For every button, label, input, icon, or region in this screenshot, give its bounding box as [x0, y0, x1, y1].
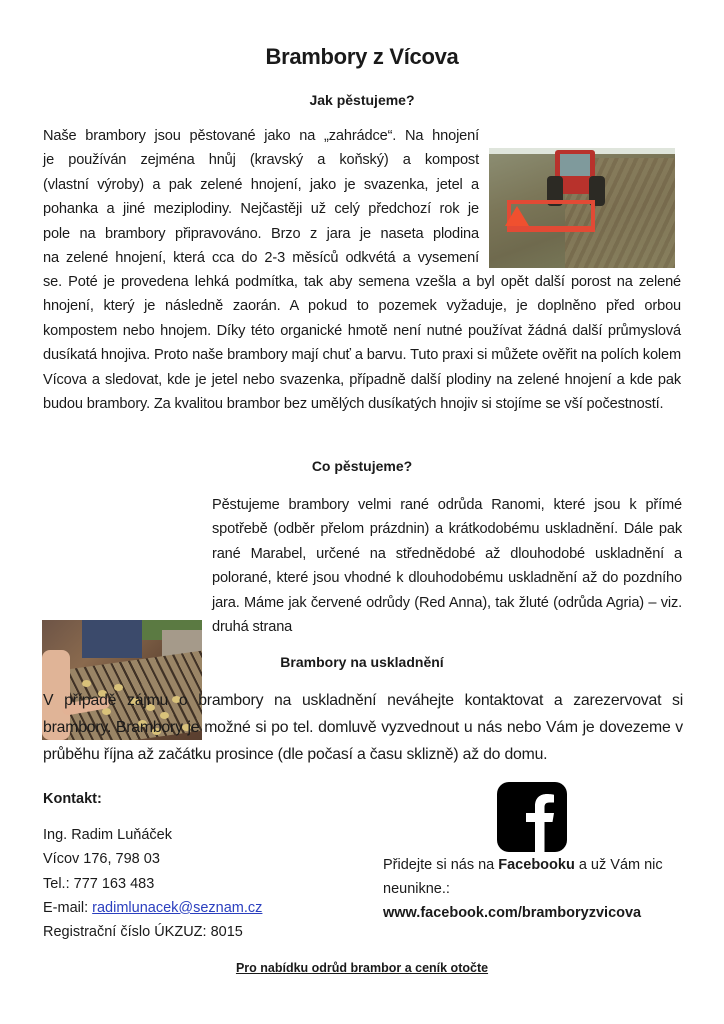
potato — [82, 680, 91, 687]
registration-number: 8015 — [210, 924, 243, 941]
text-line: je používán zejména hnůj (kravský a koňský) a kompost — [43, 152, 479, 169]
section-what-we-grow-body: Pěstujeme brambory velmi rané odrůda Ranomi, které jsou k přímé spotřebě (odběr přelom prázdnin) a krátkodobému uskladnění. Dále pak rané Marabel, určené na střednědobé až dlouhodobé uskladnění a polorané, které jsou vhodné k dlouhodobému uskladnění až do pozdního jara. Máme jak červené odrůdy (Red Anna), tak žluté (odrůda Agria) – viz. druhá strana — [212, 497, 682, 636]
email-link[interactable]: radimlunacek@seznam.cz — [92, 899, 263, 916]
contact-heading: Kontakt: — [43, 791, 102, 807]
text-line: pole na brambory připravováno. Brzo z jara je naseta plodina — [43, 225, 479, 242]
facebook-text-after: a už Vám nic neunikne.: — [383, 857, 663, 898]
contact-block — [43, 787, 363, 944]
section-how-we-grow-intro — [43, 124, 479, 270]
section-heading-what-we-grow: Co pěstujeme? — [311, 458, 413, 474]
warning-triangle — [505, 206, 529, 226]
section-how-we-grow-body: se. Poté je provedena lehká podmítka, tak aby semena vzešla a byl opět další porost na zelené hnojení, který je následně zaorán. A pokud to pozemek vyžaduje, je doplněno před orbou kompostem nebo hnojem. Díky této organické hmotě není nutné používat žádná další průmyslová dusíkatá hnojiva. Proto naše brambory mají chuť a barvu. Tuto praxi si můžete ověřit na polích kolem Vícova a sledovat, kde je jetel nebo svazenka, případně další plodiny na zelené hnojení a kde pak budou brambory. Za kvalitou brambor bez umělých dusíkatých hnojiv si stojíme se vší počestností. — [43, 274, 681, 413]
facebook-url[interactable]: www.facebook.com/bramboryzvicova — [383, 905, 642, 922]
page-title: Brambory z Vícova — [265, 44, 459, 69]
contact-name: Ing. Radim Luňáček — [43, 827, 172, 844]
text-line: Naše brambory jsou pěstované jako na „zahrádce“. Na hnojení — [43, 128, 479, 144]
registration-label: Registrační číslo ÚKZUZ: — [43, 924, 207, 941]
contact-email-row — [43, 896, 363, 920]
footer-note-turn-over: Pro nabídku odrůd brambor a ceník otočte — [235, 961, 489, 975]
facebook-promo — [383, 853, 693, 926]
text-line: (vlastní výroby) a pak zelené hnojení, jako je svazenka, jetel a — [43, 176, 479, 193]
text-line: pohanka a jiné meziplodiny. Nejčastěji už celý předchozí rok je — [43, 201, 479, 218]
phone-number: 777 163 483 — [73, 875, 155, 892]
worker-shirt — [82, 620, 142, 658]
section-heading-storage: Brambory na uskladnění — [280, 654, 444, 670]
text-line: na zelené hnojení, která cca do 2-3 měsíců odkvétá a vysemení — [43, 250, 479, 267]
tractor-cab — [560, 154, 590, 176]
email-label: E-mail: — [43, 899, 89, 916]
section-storage-body: V případě zájmu o brambory na uskladnění neváhejte kontaktovat a zarezervovat si brambory. Brambory je možné si po tel. domluvě vyzvednout u nás nebo Vám je dovezeme v průběhu října až začátku prosince (dle počasí a času sklizně) až do domu. — [43, 692, 683, 763]
facebook-promo-text — [383, 853, 693, 901]
contact-registration-row — [43, 920, 363, 944]
tractor-in-field-photo — [489, 148, 675, 268]
facebook-icon[interactable] — [497, 782, 567, 852]
facebook-text-bold: Facebooku — [498, 857, 575, 873]
facebook-text-before: Přidejte si nás na — [383, 857, 499, 873]
phone-label: Tel.: — [43, 875, 70, 892]
facebook-f-glyph — [497, 782, 567, 852]
contact-address: Vícov 176, 798 03 — [43, 851, 160, 868]
section-heading-how-we-grow: Jak pěstujeme? — [309, 92, 415, 108]
contact-phone-row — [43, 872, 363, 896]
